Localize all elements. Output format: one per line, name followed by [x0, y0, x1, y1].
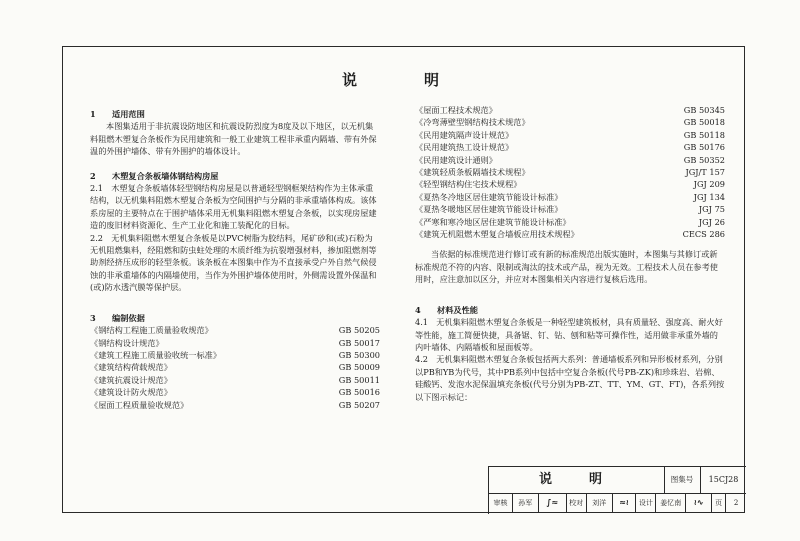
list-item: 《屋面工程技术规范》 GB 50345 — [415, 105, 725, 115]
section-4-heading — [415, 304, 725, 316]
check-name: 刘洋 — [587, 493, 613, 513]
section-title: 编制依据 — [112, 312, 145, 323]
design-label: 设计 — [636, 493, 656, 513]
list-item: 《建筑工程施工质量验收统一标准》 GB 50300 — [90, 349, 380, 360]
atlas-number-label: 图集号 — [664, 467, 701, 493]
section-number: 1 — [90, 109, 96, 119]
section-1-heading — [90, 108, 380, 120]
list-item: 《轻型钢结构住宅技术规程》 JGJ 209 — [415, 179, 725, 190]
section-number: 2 — [90, 170, 96, 181]
revision-note: 当依据的标准规范进行修订或有新的标准规范出版实施时，本图集与其修订或新标准规范不符的内容、限制或淘汰的技术或产品，视为无效。工程技术人员在参考使用时，应注意加以区分，并应对本图集相关内容进行复核后选用。 — [415, 249, 718, 285]
list-item: 《建筑抗震设计规范》 GB 50011 — [90, 374, 380, 385]
reference-list-right — [415, 104, 725, 240]
page-title: 说 明 — [341, 71, 465, 89]
section-number: 4 — [415, 304, 421, 315]
section-1-text: 本图集适用于非抗震设防地区和抗震设防烈度为8度及以下地区，以无机集料阻燃木塑复合条板作为民用建筑和一般工业建筑工程非承重内隔墙、带有外保温的外围护墙体、带有外围护的墙体设计。 — [90, 121, 377, 157]
list-item: 《冷弯薄壁型钢结构技术规范》 GB 50018 — [415, 117, 725, 128]
right-column — [415, 104, 725, 403]
review-signature: ∫≈ — [539, 493, 567, 513]
list-item: 《民用建筑隔声设计规范》 GB 50118 — [415, 129, 725, 140]
section-title: 木塑复合条板墙体钢结构房屋 — [112, 170, 219, 181]
list-item: 《夏热冬冷地区居住建筑节能设计标准》 JGJ 134 — [415, 191, 725, 202]
list-item: 《建筑结构荷载规范》 GB 50009 — [90, 362, 380, 373]
list-item: 《屋面工程质量验收规范》 GB 50207 — [90, 399, 380, 410]
page-number: 2 — [733, 499, 739, 507]
section-2-heading — [90, 170, 380, 182]
review-label: 审核 — [489, 493, 513, 513]
atlas-number: 15CJ28 — [708, 475, 739, 484]
sheet-name: 说 明 — [489, 467, 665, 493]
section-title: 材料及性能 — [437, 304, 478, 315]
list-item: 《建筑无机阻燃木塑复合墙板应用技术规程》 CECS 286 — [415, 229, 725, 240]
check-signature: ≈≀ — [613, 493, 637, 513]
section-4-2-text: 4.2 无机集料阻燃木塑复合条板包括两大系列：普通墙板系列和异形板材系列，分别以PB和YB为代号，其中PB系列中包括中空复合条板(代号PB-ZK)和珍珠岩、岩棉、硅酸钙、发泡水泥保温填充条板(代号分别为PB-ZT、TT、YM、GT、FT)，各系列按以下图示标记： — [415, 354, 725, 402]
section-2-1-text: 2.1 木塑复合条板墙体轻型钢结构房屋是以普通轻型钢框架结构作为主体承重结构，以无机集料阻燃木塑复合条板为空间围护与分隔的非承重墙体构成。该体系房屋的主要特点在于围护墙体采用无机集料阻燃木塑复合条板，以实现房屋建造的废旧材料资源化、生产工业化和施工装配化的目标。 — [90, 183, 377, 231]
section-number: 3 — [90, 312, 96, 323]
section-4-1-text: 4.1 无机集料阻燃木塑复合条板是一种轻型建筑板材，具有质量轻、强度高、耐火好等性能，施工简便快捷，具备锯、钉、钻、刨和粘等可操作性，适用做非承重外墙的内叶墙体、内隔墙板和屋面板等。 — [415, 317, 723, 352]
left-column — [90, 104, 380, 411]
design-name: 姜忆南 — [656, 493, 686, 513]
list-item: 《严寒和寒冷地区居住建筑节能设计标准》 JGJ 26 — [415, 216, 725, 227]
list-item: 《建筑轻质条板隔墙技术规程》 JGJ/T 157 — [415, 167, 725, 178]
list-item: 《夏热冬暖地区居住建筑节能设计标准》 JGJ 75 — [415, 204, 725, 215]
check-label: 校对 — [567, 493, 587, 513]
section-2-2-text: 2.2 无机集料阻燃木塑复合条板是以PVC树脂为胶结料，尾矿砂和(或)石粉为无机阻燃集料，经阻燃和防虫蛀处理的木质纤维为抗裂增强材料，掺加阻燃剂等助剂经挤压成形的轻型条板。该条板在本图集中作为不直接承受户外自然气候侵蚀的非承重墙体的内隔墙使用，当作为外围护墙体使用时，外侧需设置外保温和(或)防水透汽膜等保护层。 — [90, 232, 377, 293]
list-item: 《建筑设计防火规范》 GB 50016 — [90, 387, 380, 398]
drawing-sheet — [62, 46, 745, 513]
title-block — [488, 466, 746, 514]
list-item: 《民用建筑设计通则》 GB 50352 — [415, 154, 725, 165]
list-item: 《民用建筑热工设计规范》 GB 50176 — [415, 142, 725, 153]
section-3-heading — [90, 312, 380, 324]
reference-list-left — [90, 324, 380, 411]
review-name: 孙军 — [513, 493, 539, 513]
list-item: 《钢结构设计规范》 GB 50017 — [90, 337, 380, 348]
section-title: 适用范围 — [112, 109, 145, 119]
page-label: 页 — [712, 493, 726, 513]
list-item: 《钢结构工程施工质量验收规范》 GB 50205 — [90, 325, 380, 336]
design-signature: ≀∿ — [686, 493, 712, 513]
